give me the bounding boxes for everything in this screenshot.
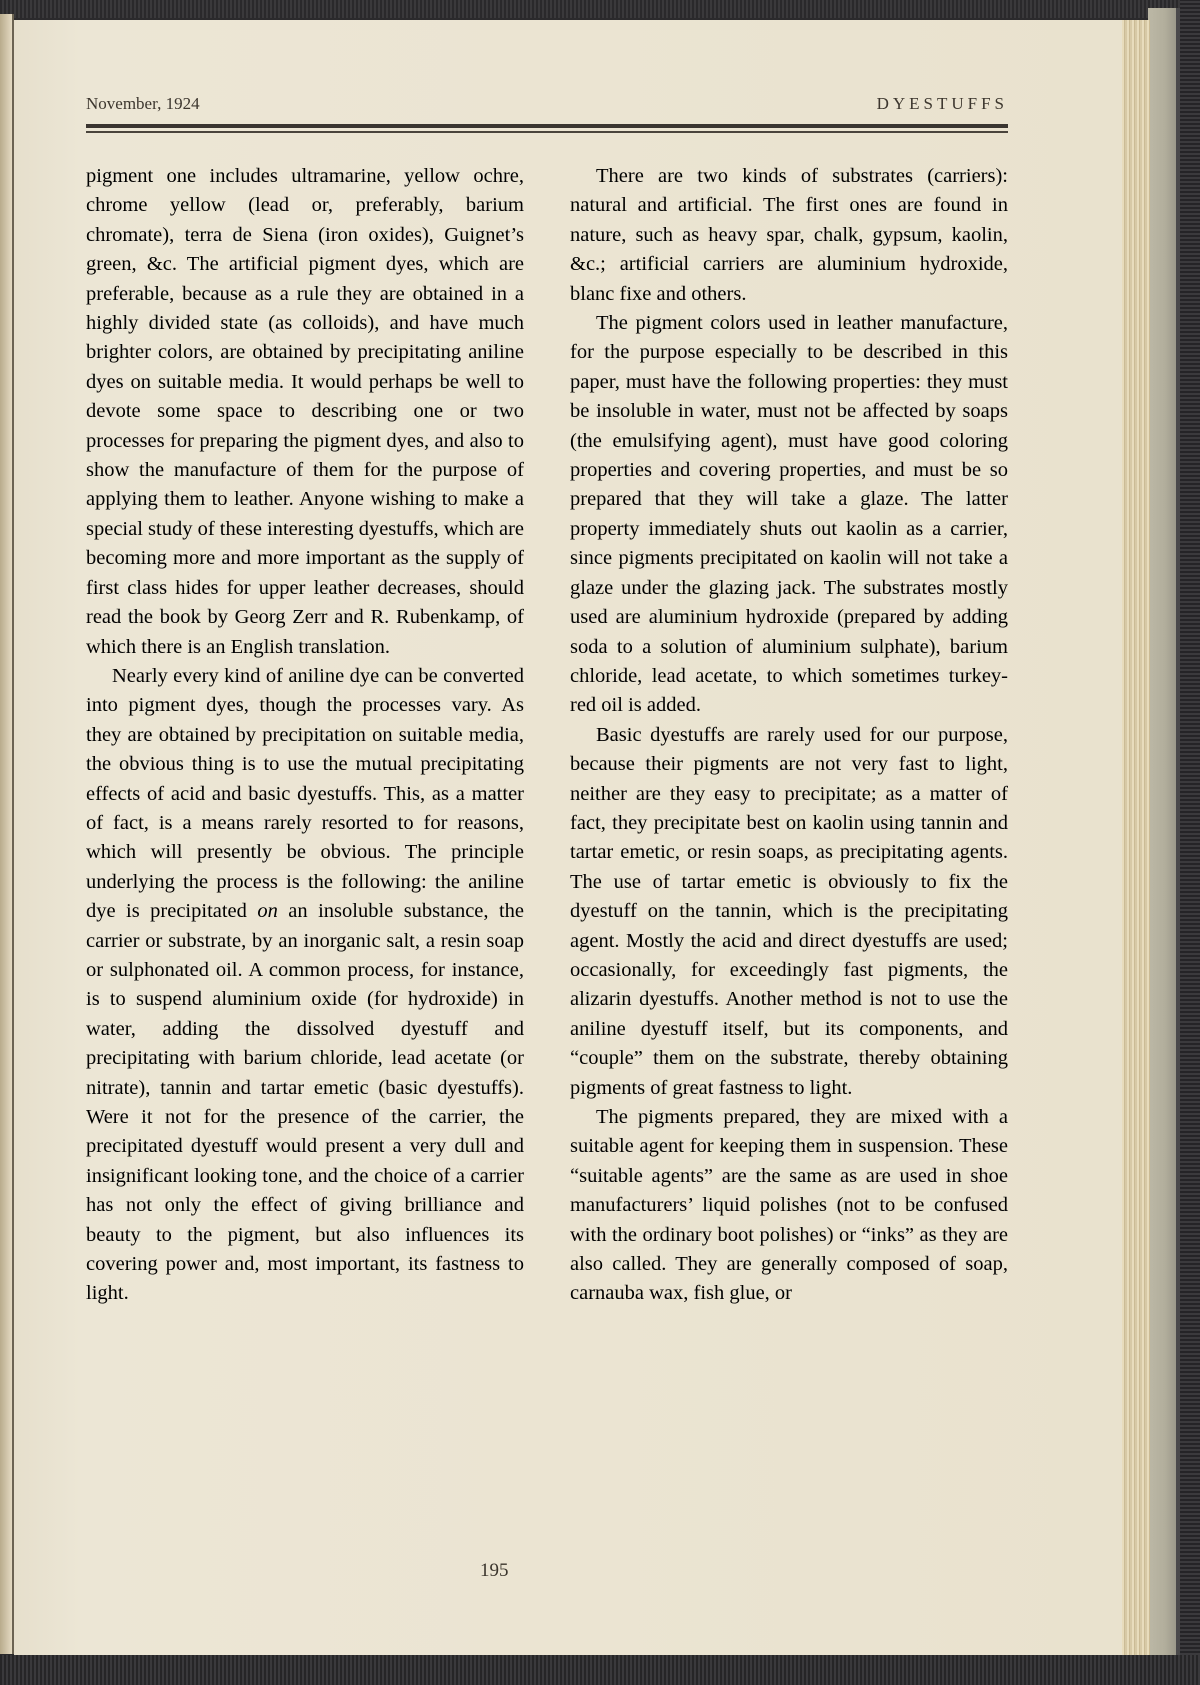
- page-stack-edge: [1120, 20, 1150, 1658]
- book-board-edge: [1148, 8, 1180, 1658]
- paragraph: [86, 662, 524, 1309]
- paragraph: The pigments prepared, they are mixed with a suitable agent for keeping them in suspension. These “suitable agents” are the same as are used in shoe manufacturers’ liquid polishes (not to be confused with the ordinary boot polishes) or “inks” as they are also called. They are generally composed of soap, carnauba wax, fish glue, or: [570, 1106, 1008, 1305]
- paragraph: pigment one includes ultramarine, yellow ochre, chrome yellow (lead or, preferably, barium chromate), terra de Siena (iron oxides), Guignet’s green, &c. The artificial pigment dyes, which are preferable, because as a rule they are obtained in a highly divided state (as colloids), and have much brighter colors, are obtained by precipitating aniline dyes on suitable media. It would perhaps be well to devote some space to describing one or two processes for preparing the pigment dyes, and also to show the manufacture of them for the purpose of applying them to leather. Anyone wishing to make a special study of these interesting dyestuffs, which are becoming more and more important as the supply of first class hides for upper leather decreases, should read the book by Georg Zerr and R. Rubenkamp, of which there is an English translation.: [86, 165, 524, 658]
- running-head: [86, 94, 1008, 124]
- italic-emphasis: on: [257, 900, 278, 923]
- facing-page-edge: [0, 14, 14, 1654]
- paragraph-text: an insoluble substance, the carrier or substrate, by an inorganic salt, a resin soap or sulphonated oil. A common process, for instance, is to suspend aluminium oxide (for hydroxide) in water, adding the dissolved dyestuff and precipitating with barium chloride, lead acetate (or nitrate), tannin and tartar emetic (basic dyestuffs). Were it not for the presence of the carrier, the precipitated dyestuff would present a very dull and insignificant looking tone, and the choice of a carrier has not only the effect of giving brilliance and beauty to the pigment, but also influences its covering power and, most important, its fastness to light.: [86, 900, 524, 1305]
- book-cover-right: [1180, 0, 1200, 1685]
- header-rule-thick: [86, 124, 1008, 128]
- paragraph-text: Nearly every kind of aniline dye can be converted into pigment dyes, though the processes vary. As they are obtained by precipitation on suitable media, the obvious thing is to use the mutual precipitating effects of acid and basic dyestuffs. This, as a matter of fact, is a means rarely resorted to for reasons, which will presently be obvious. The principle underlying the process is the following: the aniline dye is precipitated: [86, 664, 524, 923]
- left-column: [86, 162, 524, 1309]
- journal-title: DYESTUFFS: [876, 94, 1008, 113]
- paragraph: Basic dyestuffs are rarely used for our purpose, because their pigments are not very fast to light, neither are they easy to precipitate; as a matter of fact, they precipitate best on kaolin using tannin and tartar emetic, or resin soaps, as precipitating agents. The use of tartar emetic is obviously to fix the dyestuff on the tannin, which is the precipitating agent. Mostly the acid and direct dyestuffs are used; occasionally, for exceedingly fast pigments, the alizarin dyestuffs. Another method is not to use the aniline dyestuff itself, but its components, and “couple” them on the substrate, thereby obtaining pigments of great fastness to light.: [570, 723, 1008, 1099]
- header-rule-thin: [86, 131, 1008, 133]
- page-number: 195: [480, 1560, 509, 1581]
- paragraph: The pigment colors used in leather manufacture, for the purpose especially to be described in this paper, must have the following properties: they must be insoluble in water, must not be affected by soaps (the emulsifying agent), must have good coloring properties and covering properties, and must be so prepared that they will take a glaze. The latter property immediately shuts out kaolin as a carrier, since pigments precipitated on kaolin will not take a glaze under the glazing jack. The substrates mostly used are aluminium hydroxide (prepared by adding soda to a solution of aluminium sulphate), barium chloride, lead acetate, to which sometimes turkey-red oil is added.: [570, 312, 1008, 717]
- book-cover-top: [0, 0, 1200, 18]
- right-column: [570, 162, 1008, 1309]
- book-cover-bottom: [0, 1655, 1200, 1685]
- issue-date: November, 1924: [86, 94, 200, 113]
- paragraph: There are two kinds of substrates (carriers): natural and artificial. The first ones are found in nature, such as heavy spar, chalk, gypsum, kaolin, &c.; artificial carriers are aluminium hydroxide, blanc fixe and others.: [570, 165, 1008, 305]
